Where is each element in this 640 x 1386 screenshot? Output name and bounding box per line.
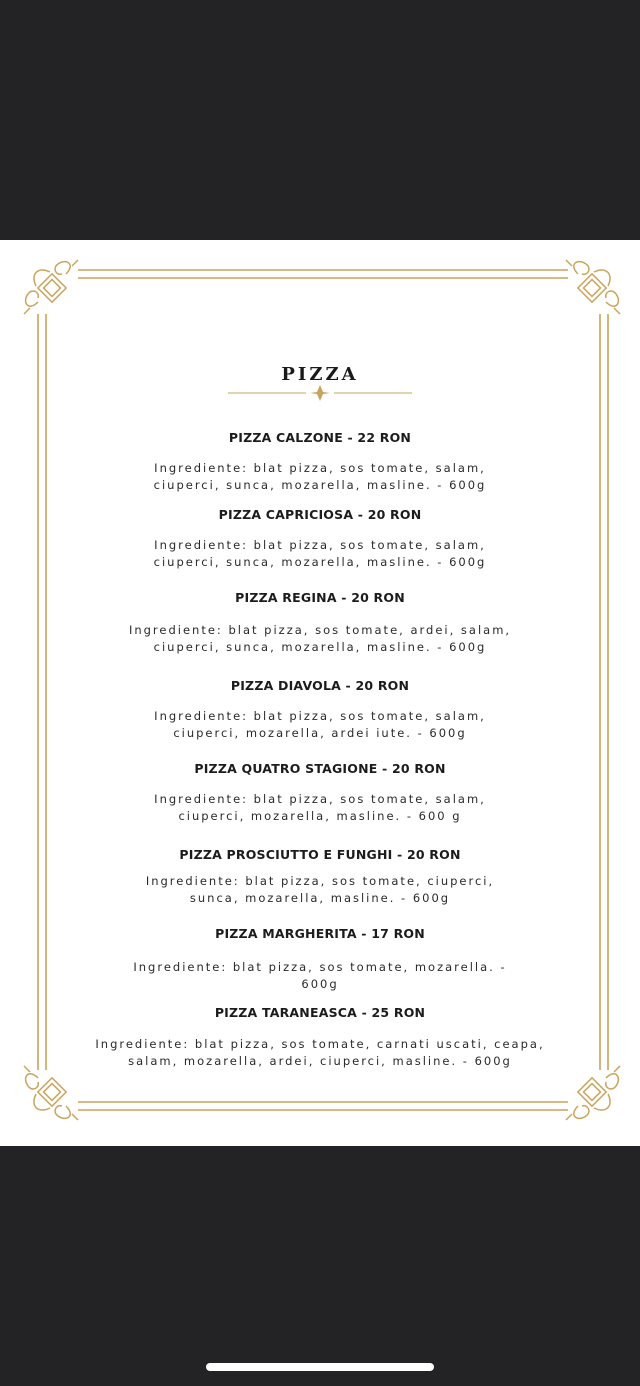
menu-item-name: PIZZA PROSCIUTTO E FUNGHI - 20 RON — [179, 847, 461, 862]
menu-item-name: PIZZA TARANEASCA - 25 RON — [214, 1005, 426, 1020]
menu-item-description — [60, 873, 580, 906]
menu-item-diavola — [60, 678, 580, 741]
menu-item-margherita — [60, 926, 580, 992]
menu-item-desc-line: sunca, mozarella, masline. - 600g — [189, 890, 451, 905]
menu-item-name: PIZZA REGINA - 20 RON — [235, 590, 405, 605]
menu-item-capriciosa — [60, 507, 580, 570]
menu-item-desc-line: ciuperci, sunca, mozarella, masline. - 600g — [153, 639, 487, 654]
menu-item-desc-line: ciuperci, sunca, mozarella, masline. - 600g — [153, 554, 487, 569]
menu-item-description — [60, 622, 580, 655]
menu-item-desc-line: salam, mozarella, ardei, ciuperci, masline. - 600g — [128, 1053, 512, 1068]
menu-item-name: PIZZA CALZONE - 22 RON — [228, 430, 412, 445]
menu-item-description — [60, 537, 580, 570]
menu-item-desc-line: Ingrediente: blat pizza, sos tomate, salam, — [154, 461, 486, 475]
menu-item-desc-line: Ingrediente: blat pizza, sos tomate, ciuperci, — [145, 874, 495, 888]
menu-item-desc-line: Ingrediente: blat pizza, sos tomate, salam, — [154, 709, 486, 723]
menu-item-desc-line: ciuperci, mozarella, masline. - 600 g — [178, 808, 462, 823]
menu-item-desc-line: Ingrediente: blat pizza, sos tomate, carnati uscati, ceapa, — [95, 1037, 545, 1051]
menu-item-description — [60, 708, 580, 741]
menu-item-name: PIZZA CAPRICIOSA - 20 RON — [218, 507, 422, 522]
menu-item-name: PIZZA DIAVOLA - 20 RON — [230, 678, 410, 693]
menu-item-description — [60, 791, 580, 824]
menu-item-description — [60, 959, 580, 992]
menu-item-calzone — [60, 430, 580, 493]
menu-item-desc-line: ciuperci, sunca, mozarella, masline. - 600g — [153, 477, 487, 492]
menu-item-desc-line: Ingrediente: blat pizza, sos tomate, salam, — [154, 792, 486, 806]
menu-item-desc-line: Ingrediente: blat pizza, sos tomate, salam, — [154, 538, 486, 552]
menu-item-description — [60, 1036, 580, 1069]
menu-item-name: PIZZA QUATRO STAGIONE - 20 RON — [194, 761, 446, 776]
menu-item-desc-line: Ingrediente: blat pizza, sos tomate, ardei, salam, — [128, 623, 512, 637]
menu-item-regina — [60, 590, 580, 655]
menu-item-description — [60, 460, 580, 493]
menu-item-desc-line: Ingrediente: blat pizza, sos tomate, mozarella. - — [133, 960, 507, 974]
menu-item-prosciutto-e-funghi — [60, 847, 580, 906]
title-divider-ornament — [226, 384, 414, 404]
menu-page — [0, 240, 640, 1146]
menu-item-desc-line: ciuperci, mozarella, ardei iute. - 600g — [173, 725, 467, 740]
menu-item-taraneasca — [60, 1005, 580, 1069]
menu-item-desc-line: 600g — [301, 976, 339, 991]
menu-item-quatro-stagione — [60, 761, 580, 824]
menu-item-name: PIZZA MARGHERITA - 17 RON — [215, 926, 425, 941]
home-indicator[interactable] — [206, 1363, 434, 1371]
menu-title: PIZZA — [281, 364, 359, 385]
